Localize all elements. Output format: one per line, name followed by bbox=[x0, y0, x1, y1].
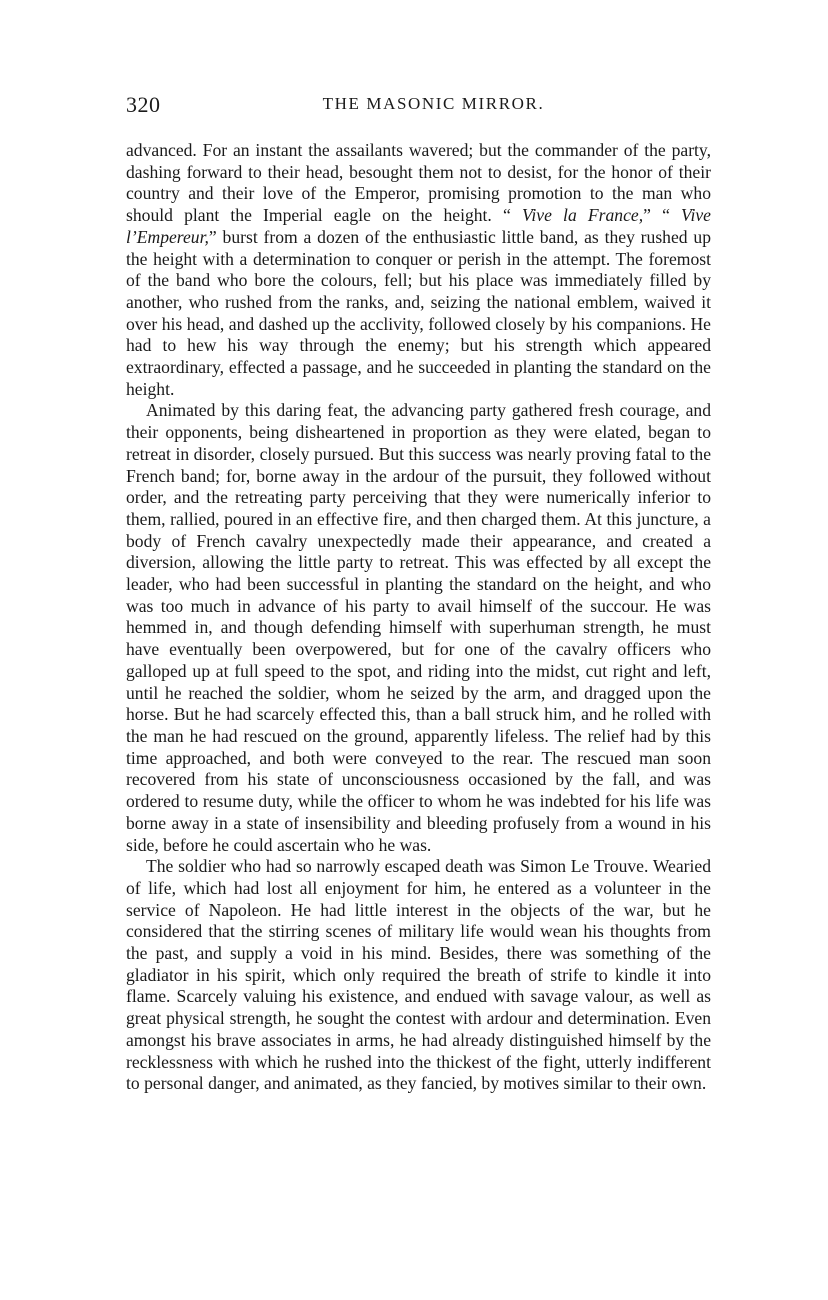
italic-phrase-vive-la-france: Vive la France, bbox=[521, 205, 644, 226]
paragraph-3 bbox=[126, 856, 711, 1095]
body-text bbox=[126, 140, 711, 1095]
page-number: 320 bbox=[126, 92, 161, 117]
italic-phrase-vive-lempereur: Vive l’Empereur, bbox=[126, 205, 711, 247]
text-segment: Animated by this daring feat, the advancing party gathered fresh courage, and their opponents, being disheartened in proportion as they were elated, began to retreat in disorder, closely pursued. But this success was nearly proving fatal to the French band; for, borne away in the ardour of the pursuit, they followed without order, and the retreating party perceiving that they were numerically inferior to them, rallied, poured in an effective fire, and then charged them. At this juncture, a body of French cavalry unexpectedly made their appearance, and created a diversion, allowing the little party to retreat. This was effected by all except the leader, who had been successful in planting the standard on the height, and who was too much in advance of his party to avail himself of the succour. He was hemmed in, and though defending himself with superhuman strength, he must have eventually been overpowered, but for one of the cavalry officers who galloped up at full speed to the spot, and riding into the midst, cut right and left, until he reached the soldier, whom he seized by the arm, and dragged upon the horse. But he had scarcely effected this, than a ball struck him, and he rolled with the man he had rescued on the ground, apparently lifeless. The relief had by this time approached, and both were conveyed to the rear. The rescued man soon recovered from his state of unconsciousness occasioned by the fall, and was ordered to resume duty, while the officer to whom he was indebted for his life was borne away in a state of insensibility and bleeding profusely from a wound in his side, before he could ascertain who he was. bbox=[126, 400, 711, 855]
running-head bbox=[126, 92, 711, 118]
text-segment: ” burst from a dozen of the enthusiastic little band, as they rushed up the height with a determination to conquer or perish in the attempt. The foremost of the band who bore the colours, fell; but his place was immediately filled by another, who rushed from the ranks, and, seizing the national emblem, waived it over his head, and dashed up the acclivity, followed closely by his companions. He had to hew his way through the enemy; but his strength which appeared extraordinary, effected a passage, and he succeeded in planting the standard on the height. bbox=[126, 226, 711, 399]
journal-title: THE MASONIC MIRROR. bbox=[322, 94, 545, 113]
text-segment: ” “ bbox=[643, 205, 682, 226]
paragraph-1 bbox=[126, 140, 711, 400]
paragraph-2 bbox=[126, 400, 711, 856]
text-segment: The soldier who had so narrowly escaped death was Simon Le Trouve. Wearied of life, which had lost all enjoyment for him, he entered as a volunteer in the service of Napoleon. He had little interest in the objects of the war, but he considered that the stirring scenes of military life would wean his thoughts from the past, and supply a void in his mind. Besides, there was something of the gladiator in his spirit, which only required the breath of strife to kindle it into flame. Scarcely valuing his existence, and endued with savage valour, as well as great physical strength, he sought the contest with ardour and determination. Even amongst his brave associates in arms, he had already distinguished himself by the recklessness with which he rushed into the thickest of the fight, utterly indifferent to personal danger, and animated, as they fancied, by motives similar to their own. bbox=[126, 856, 711, 1094]
text-segment: advanced. For an instant the assailants wavered; but the commander of the party, dashing forward to their head, besought them not to desist, for the honor of their country and their love of the Emperor, promising promotion to the man who should plant the Imperial eagle on the height. “ bbox=[126, 140, 711, 226]
